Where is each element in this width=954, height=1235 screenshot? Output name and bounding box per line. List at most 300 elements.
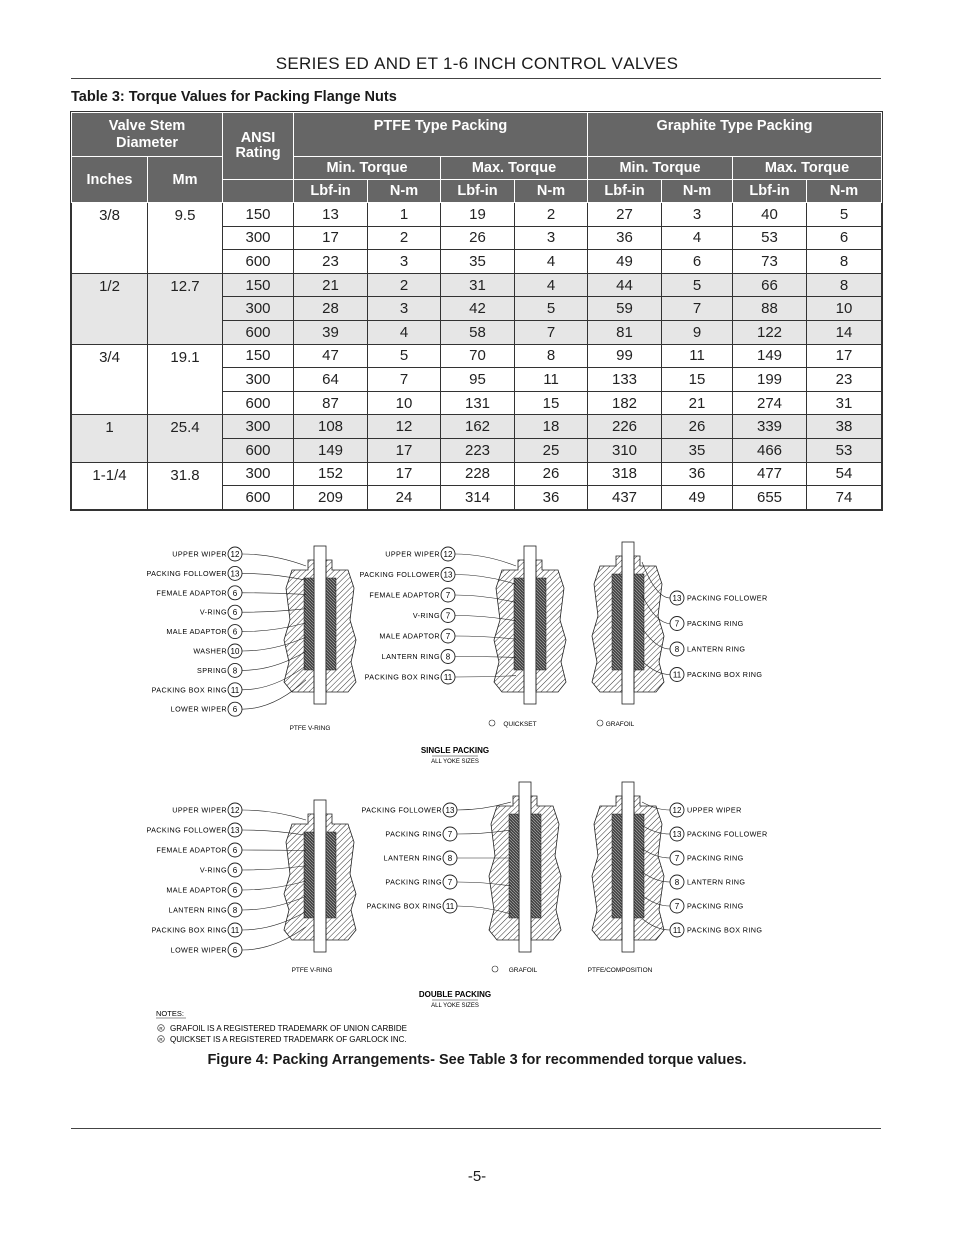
leader-line <box>242 850 306 851</box>
callout-text: PACKING BOX RING <box>687 925 763 935</box>
stem-diameter-inches: 1/2 <box>72 273 148 344</box>
torque-cell: 437 <box>588 486 662 510</box>
torque-cell: 655 <box>733 486 807 510</box>
torque-cell: 199 <box>733 368 807 392</box>
torque-cell: 8 <box>515 344 588 368</box>
callout-text: LOWER WIPER <box>170 704 227 714</box>
torque-cell: 49 <box>662 486 733 510</box>
torque-cell: 3 <box>662 203 733 227</box>
callout-text: PACKING RING <box>687 853 744 863</box>
callout-number: 13 <box>672 594 682 603</box>
callout-number: 8 <box>674 878 680 887</box>
torque-cell: 339 <box>733 415 807 439</box>
drawing-caption-text: PTFE/COMPOSITION <box>587 967 653 974</box>
torque-cell: 15 <box>662 368 733 392</box>
callout-text: V-RING <box>412 611 440 620</box>
callout-text: MALE ADAPTOR <box>166 627 227 637</box>
packing-stack <box>326 832 336 918</box>
registered-mark-icon <box>489 720 495 726</box>
torque-cell: 36 <box>515 486 588 510</box>
callout-text: FEMALE ADAPTOR <box>156 845 227 855</box>
table-row <box>72 344 882 368</box>
graphite-max-torque-header: Max. Torque <box>733 157 882 180</box>
page-number: -5- <box>467 1168 487 1185</box>
torque-cell: 17 <box>368 438 441 462</box>
drawing-caption-text: GRAFOIL <box>605 721 635 728</box>
torque-cell: 11 <box>515 368 588 392</box>
table-row <box>72 462 882 486</box>
callout-label <box>369 588 516 603</box>
callout-text: PACKING FOLLOWER <box>361 805 442 815</box>
packing-arrangements-figure <box>140 538 820 1048</box>
callout-number: 6 <box>232 946 238 955</box>
torque-cell: 3 <box>515 226 588 250</box>
torque-cell: 28 <box>294 297 368 321</box>
callout-text: LANTERN RING <box>687 877 746 887</box>
ansi-rating-cell: 600 <box>223 320 294 344</box>
torque-cell: 26 <box>441 226 515 250</box>
ansi-rating-cell: 300 <box>223 368 294 392</box>
packing-drawing-d5 <box>361 782 561 974</box>
torque-cell: 228 <box>441 462 515 486</box>
ptfe-min-torque-header: Min. Torque <box>294 157 441 180</box>
callout-label <box>146 823 306 837</box>
torque-cell: 152 <box>294 462 368 486</box>
packing-stack <box>304 832 314 918</box>
torque-cell: 6 <box>807 226 882 250</box>
ansi-rating-cell: 600 <box>223 438 294 462</box>
torque-cell: 58 <box>441 320 515 344</box>
unit-nm-header: N-m <box>662 180 733 203</box>
torque-cell: 23 <box>807 368 882 392</box>
torque-cell: 2 <box>368 273 441 297</box>
torque-cell: 5 <box>807 203 882 227</box>
torque-cell: 7 <box>368 368 441 392</box>
drawing-caption-text: QUICKSET <box>503 721 537 728</box>
callout-number: 13 <box>230 569 240 579</box>
drawing-caption <box>292 967 333 974</box>
note-quickset: QUICKSET IS A REGISTERED TRADEMARK OF GARLOCK INC. <box>170 1035 407 1044</box>
stem-diameter-inches: 3/8 <box>72 203 148 274</box>
torque-cell: 64 <box>294 368 368 392</box>
torque-cell: 477 <box>733 462 807 486</box>
torque-cell: 274 <box>733 391 807 415</box>
torque-cell: 25 <box>515 438 588 462</box>
torque-cell: 8 <box>807 273 882 297</box>
torque-cell: 133 <box>588 368 662 392</box>
torque-cell: 21 <box>294 273 368 297</box>
valve-stem <box>622 542 634 704</box>
stem-diameter-inches: 3/4 <box>72 344 148 415</box>
callout-number: 7 <box>445 632 451 641</box>
torque-cell: 54 <box>807 462 882 486</box>
callout-number: 12 <box>230 550 240 559</box>
torque-cell: 5 <box>662 273 733 297</box>
callout-number: 11 <box>672 926 682 935</box>
stem-diameter-mm: 31.8 <box>148 462 223 509</box>
callout-number: 8 <box>674 645 680 654</box>
ansi-rating-cell: 600 <box>223 486 294 510</box>
valve-stem <box>622 782 634 952</box>
drawing-caption-text: PTFE V-RING <box>291 967 333 974</box>
valve-stem-header: Valve Stem Diameter <box>72 113 223 157</box>
callout-label <box>152 912 306 938</box>
torque-cell: 40 <box>733 203 807 227</box>
torque-cell: 6 <box>662 250 733 274</box>
torque-cell: 149 <box>733 344 807 368</box>
double-packing-title: DOUBLE PACKING <box>418 990 492 999</box>
packing-drawing-d3 <box>592 542 768 728</box>
torque-cell: 4 <box>662 226 733 250</box>
ansi-rating-cell: 300 <box>223 297 294 321</box>
torque-cell: 15 <box>515 391 588 415</box>
torque-cell: 38 <box>807 415 882 439</box>
callout-number: 6 <box>232 705 238 715</box>
torque-cell: 26 <box>515 462 588 486</box>
torque-cell: 8 <box>807 250 882 274</box>
callout-text: FEMALE ADAPTOR <box>156 588 227 598</box>
torque-cell: 318 <box>588 462 662 486</box>
callout-number: 13 <box>230 826 240 835</box>
torque-cell: 59 <box>588 297 662 321</box>
callout-text: PACKING BOX RING <box>151 925 227 935</box>
callout-text: PACKING FOLLOWER <box>687 829 768 839</box>
callout-number: 6 <box>232 866 238 875</box>
callout-number: 6 <box>232 846 238 855</box>
callout-text: PACKING FOLLOWER <box>359 570 440 579</box>
callout-text: UPPER WIPER <box>172 805 227 815</box>
torque-cell: 95 <box>441 368 515 392</box>
drawing-caption <box>597 720 635 728</box>
table-row <box>72 415 882 439</box>
callout-number: 7 <box>674 619 680 629</box>
packing-stack <box>634 814 644 918</box>
packing-stack <box>514 578 524 670</box>
packing-stack <box>536 578 546 670</box>
callout-number: 11 <box>230 926 240 935</box>
callout-text: PACKING RING <box>385 829 442 839</box>
torque-cell: 10 <box>807 297 882 321</box>
torque-cell: 17 <box>368 462 441 486</box>
callout-label <box>382 650 516 664</box>
callout-number: 6 <box>232 608 238 618</box>
callout-number: 11 <box>230 685 240 695</box>
torque-cell: 36 <box>662 462 733 486</box>
torque-cell: 23 <box>294 250 368 274</box>
callout-number: 8 <box>232 666 238 676</box>
torque-cell: 10 <box>368 391 441 415</box>
torque-cell: 35 <box>441 250 515 274</box>
torque-cell: 81 <box>588 320 662 344</box>
packing-stack <box>612 814 622 918</box>
torque-cell: 73 <box>733 250 807 274</box>
stem-diameter-mm: 12.7 <box>148 273 223 344</box>
callout-number: 10 <box>230 647 240 656</box>
torque-cell: 182 <box>588 391 662 415</box>
callout-text: SPRING <box>197 665 227 675</box>
torque-cell: 4 <box>368 320 441 344</box>
torque-cell: 87 <box>294 391 368 415</box>
callout-number: 13 <box>672 830 682 839</box>
torque-cell: 12 <box>368 415 441 439</box>
leader-line <box>242 554 306 566</box>
inches-header: Inches <box>72 157 148 203</box>
torque-cell: 47 <box>294 344 368 368</box>
callout-label <box>146 566 306 580</box>
callout-number: 6 <box>232 627 238 637</box>
header-divider <box>71 78 881 79</box>
ansi-rating-cell: 300 <box>223 415 294 439</box>
notes-title: NOTES: <box>156 1009 184 1018</box>
footer-divider <box>71 1128 881 1129</box>
callout-number: 7 <box>674 902 680 911</box>
ansi-rating-cell: 150 <box>223 203 294 227</box>
torque-cell: 226 <box>588 415 662 439</box>
single-all-yoke: ALL YOKE SIZES <box>431 759 479 765</box>
drawing-caption-text: GRAFOIL <box>508 967 538 974</box>
ptfe-max-torque-header: Max. Torque <box>441 157 588 180</box>
callout-text: PACKING BOX RING <box>364 672 440 682</box>
callout-number: 6 <box>232 588 238 598</box>
callout-text: UPPER WIPER <box>172 549 227 559</box>
callout-text: UPPER WIPER <box>385 549 440 559</box>
unit-lbf-header: Lbf-in <box>733 180 807 203</box>
callout-text: PACKING FOLLOWER <box>146 825 227 835</box>
torque-cell: 223 <box>441 438 515 462</box>
callout-number: 12 <box>672 806 682 815</box>
ansi-rating-header: ANSI Rating <box>223 113 294 180</box>
unit-lbf-header: Lbf-in <box>441 180 515 203</box>
torque-cell: 11 <box>662 344 733 368</box>
callout-number: 11 <box>672 670 682 680</box>
torque-cell: 3 <box>368 297 441 321</box>
callout-label <box>361 802 511 817</box>
torque-cell: 122 <box>733 320 807 344</box>
torque-cell: 17 <box>294 226 368 250</box>
callout-label <box>172 547 306 566</box>
callout-label <box>367 899 511 914</box>
torque-cell: 5 <box>515 297 588 321</box>
ptfe-packing-header: PTFE Type Packing <box>294 113 588 157</box>
ansi-rating-cell: 600 <box>223 391 294 415</box>
ansi-rating-cell: 300 <box>223 462 294 486</box>
valve-stem <box>314 800 326 952</box>
registered-mark-icon <box>492 966 498 972</box>
torque-cell: 314 <box>441 486 515 510</box>
stem-diameter-inches: 1 <box>72 415 148 462</box>
stem-diameter-mm: 9.5 <box>148 203 223 274</box>
torque-cell: 14 <box>807 320 882 344</box>
callout-number: 12 <box>230 806 240 815</box>
torque-cell: 18 <box>515 415 588 439</box>
callout-text: LOWER WIPER <box>170 945 227 955</box>
unit-nm-header: N-m <box>807 180 882 203</box>
ansi-blank-header <box>223 180 294 203</box>
torque-cell: 162 <box>441 415 515 439</box>
unit-nm-header: N-m <box>515 180 588 203</box>
callout-text: MALE ADAPTOR <box>379 631 440 641</box>
packing-stack <box>634 574 644 670</box>
torque-cell: 53 <box>733 226 807 250</box>
torque-cell: 44 <box>588 273 662 297</box>
torque-cell: 2 <box>515 203 588 227</box>
torque-cell: 3 <box>368 250 441 274</box>
torque-cell: 149 <box>294 438 368 462</box>
svg-text:R: R <box>159 1037 163 1042</box>
callout-text: V-RING <box>199 865 227 875</box>
torque-table <box>71 112 882 510</box>
torque-cell: 39 <box>294 320 368 344</box>
callout-number: 6 <box>232 886 238 895</box>
callout-number: 13 <box>443 570 453 580</box>
unit-nm-header: N-m <box>368 180 441 203</box>
registered-mark-icon <box>597 720 603 726</box>
torque-cell: 2 <box>368 226 441 250</box>
callout-text: MALE ADAPTOR <box>166 885 227 895</box>
packing-drawing-d6 <box>588 782 768 974</box>
callout-number: 11 <box>445 902 455 911</box>
page-header-title: SERIES ED AND ET 1-6 INCH CONTROL VALVES <box>275 54 679 73</box>
torque-cell: 13 <box>294 203 368 227</box>
packing-stack <box>326 578 336 670</box>
stem-diameter-mm: 19.1 <box>148 344 223 415</box>
torque-cell: 21 <box>662 391 733 415</box>
callout-number: 7 <box>447 830 453 839</box>
torque-cell: 108 <box>294 415 368 439</box>
callout-text: PACKING BOX RING <box>366 901 442 911</box>
callout-text: PACKING BOX RING <box>151 685 227 695</box>
callout-label <box>156 586 306 600</box>
torque-cell: 131 <box>441 391 515 415</box>
drawing-caption <box>588 967 653 974</box>
callout-number: 12 <box>443 550 453 559</box>
torque-cell: 4 <box>515 273 588 297</box>
torque-cell: 31 <box>441 273 515 297</box>
torque-cell: 70 <box>441 344 515 368</box>
callout-number: 11 <box>443 673 453 682</box>
torque-cell: 27 <box>588 203 662 227</box>
callout-number: 8 <box>232 906 238 915</box>
callout-text: WASHER <box>193 646 227 656</box>
torque-cell: 7 <box>662 297 733 321</box>
torque-cell: 310 <box>588 438 662 462</box>
callout-number: 13 <box>445 806 455 815</box>
packing-stack <box>531 814 541 918</box>
callout-text: PACKING RING <box>687 901 744 911</box>
torque-cell: 35 <box>662 438 733 462</box>
callout-number: 7 <box>445 591 451 600</box>
double-all-yoke: ALL YOKE SIZES <box>431 1003 479 1009</box>
ansi-rating-cell: 150 <box>223 273 294 297</box>
torque-cell: 36 <box>588 226 662 250</box>
callout-number: 7 <box>447 878 453 887</box>
drawing-caption <box>489 720 537 728</box>
stem-diameter-inches: 1-1/4 <box>72 462 148 509</box>
torque-cell: 42 <box>441 297 515 321</box>
stem-diameter-mm: 25.4 <box>148 415 223 462</box>
torque-cell: 7 <box>515 320 588 344</box>
torque-cell: 66 <box>733 273 807 297</box>
torque-cell: 19 <box>441 203 515 227</box>
table-row <box>72 273 882 297</box>
torque-cell: 24 <box>368 486 441 510</box>
torque-cell: 26 <box>662 415 733 439</box>
note-grafoil: GRAFOIL IS A REGISTERED TRADEMARK OF UNION CARBIDE <box>170 1024 407 1033</box>
torque-cell: 88 <box>733 297 807 321</box>
graphite-packing-header: Graphite Type Packing <box>588 113 882 157</box>
ansi-rating-cell: 300 <box>223 226 294 250</box>
callout-text: PACKING RING <box>687 619 744 628</box>
callout-label <box>359 568 516 585</box>
callout-number: 7 <box>445 611 451 621</box>
callout-label <box>172 803 306 820</box>
torque-cell: 5 <box>368 344 441 368</box>
ansi-rating-cell: 600 <box>223 250 294 274</box>
callout-label <box>384 851 511 865</box>
torque-cell: 74 <box>807 486 882 510</box>
torque-cell: 49 <box>588 250 662 274</box>
torque-cell: 17 <box>807 344 882 368</box>
table-row <box>72 203 882 227</box>
callout-text: PACKING FOLLOWER <box>687 593 768 603</box>
callout-number: 8 <box>447 854 453 863</box>
callout-label <box>385 547 516 566</box>
packing-drawing-d2 <box>359 546 566 728</box>
callout-text: LANTERN RING <box>381 652 440 661</box>
leader-line <box>242 810 306 820</box>
callout-text: LANTERN RING <box>687 644 746 654</box>
torque-cell: 53 <box>807 438 882 462</box>
callout-number: 7 <box>674 854 680 863</box>
callout-text: LANTERN RING <box>383 853 442 863</box>
callout-number: 8 <box>445 652 451 662</box>
callout-label <box>156 843 306 857</box>
packing-stack <box>304 578 314 670</box>
table-caption: Table 3: Torque Values for Packing Flange Nuts <box>71 89 397 105</box>
torque-cell: 9 <box>662 320 733 344</box>
drawing-caption <box>492 966 538 974</box>
mm-header: Mm <box>148 157 223 203</box>
torque-cell: 99 <box>588 344 662 368</box>
callout-label <box>365 670 516 684</box>
unit-lbf-header: Lbf-in <box>294 180 368 203</box>
single-packing-title: SINGLE PACKING <box>420 746 490 755</box>
callout-text: LANTERN RING <box>168 905 227 915</box>
leader-line <box>455 554 516 566</box>
figure-caption: Figure 4: Packing Arrangements- See Table 3 for recommended torque values. <box>207 1052 747 1068</box>
callout-text: FEMALE ADAPTOR <box>369 590 440 600</box>
graphite-min-torque-header: Min. Torque <box>588 157 733 180</box>
torque-cell: 466 <box>733 438 807 462</box>
drawing-caption-text: PTFE V-RING <box>289 725 331 732</box>
callout-text: PACKING RING <box>385 877 442 887</box>
packing-drawing-d1 <box>146 546 356 732</box>
packing-stack <box>509 814 519 918</box>
torque-cell: 209 <box>294 486 368 510</box>
packing-drawing-d4 <box>146 800 356 974</box>
torque-cell: 4 <box>515 250 588 274</box>
svg-text:R: R <box>159 1026 163 1031</box>
callout-text: PACKING BOX RING <box>687 670 763 679</box>
ansi-rating-cell: 150 <box>223 344 294 368</box>
drawing-caption <box>290 725 331 732</box>
valve-stem <box>524 546 536 704</box>
packing-stack <box>612 574 622 670</box>
torque-cell: 1 <box>368 203 441 227</box>
callout-text: V-RING <box>199 607 227 617</box>
valve-stem <box>314 546 326 704</box>
callout-text: UPPER WIPER <box>687 805 742 815</box>
